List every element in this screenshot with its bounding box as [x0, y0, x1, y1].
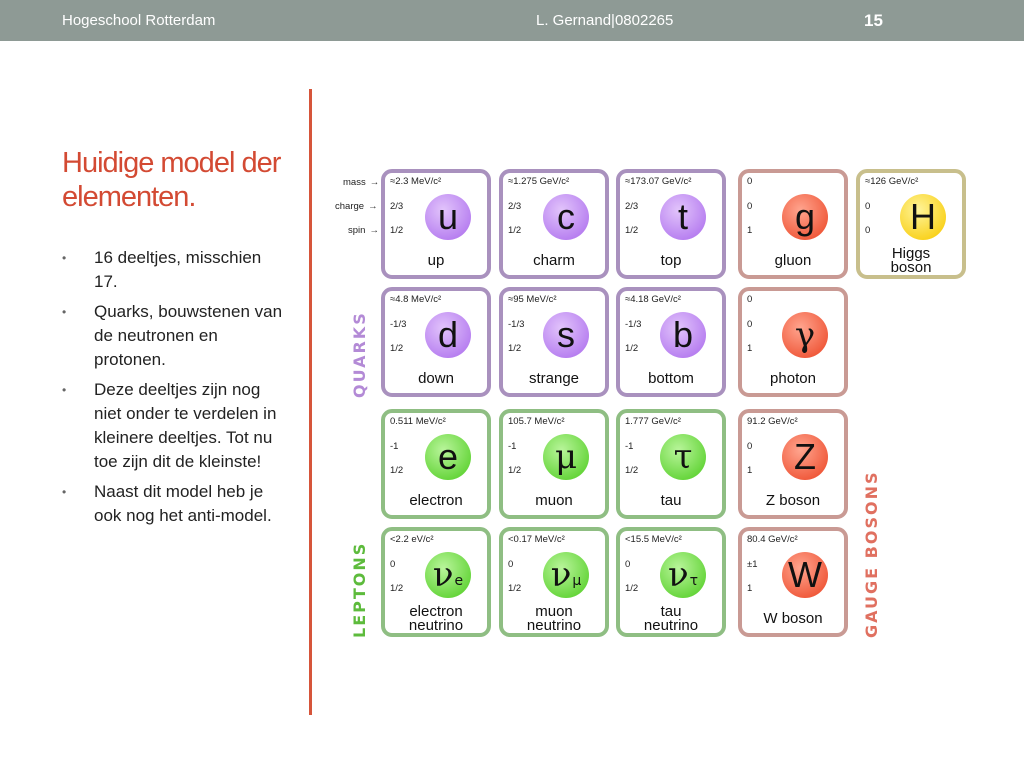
particle-card-down: ≈4.8 MeV/c² -1/3 1/2 d down [381, 287, 491, 397]
particle-card-photon: 0 0 1 γ photon [738, 287, 848, 397]
particle-card-up: ≈2.3 MeV/c² 2/3 1/2 u up [381, 169, 491, 279]
electron-symbol: e [425, 434, 471, 480]
bottom-quark-symbol: b [660, 312, 706, 358]
particle-card-tau-neutrino: <15.5 MeV/c² 0 1/2 ν τ tau neutrino [616, 527, 726, 637]
w-boson-symbol: W [782, 552, 828, 598]
z-boson-symbol: Z [782, 434, 828, 480]
particle-card-bottom: ≈4.18 GeV/c² -1/3 1/2 b bottom [616, 287, 726, 397]
muon-symbol: μ [543, 434, 589, 480]
gauge-bosons-label: GAUGE BOSONS [862, 470, 881, 638]
bullet-list [62, 246, 284, 534]
particle-card-strange: ≈95 MeV/c² -1/3 1/2 s strange [499, 287, 609, 397]
legend-charge: charge → [335, 201, 378, 212]
bullet-item: • Quarks, bouwstenen van de neutronen en protonen. [62, 302, 283, 369]
tau-neutrino-symbol: ν τ [660, 552, 706, 598]
photon-symbol: γ [782, 312, 828, 358]
header-bar [0, 0, 1024, 41]
down-quark-symbol: d [425, 312, 471, 358]
particle-card-electron-neutrino: <2.2 eV/c² 0 1/2 ν e electron neutrino [381, 527, 491, 637]
bullet-icon: • [62, 383, 67, 397]
particle-card-higgs: ≈126 GeV/c² 0 0 H Higgs boson [856, 169, 966, 279]
particle-card-w-boson: 80.4 GeV/c² ±1 1 W W boson [738, 527, 848, 637]
particle-card-tau: 1.777 GeV/c² -1 1/2 τ tau [616, 409, 726, 519]
strange-quark-symbol: s [543, 312, 589, 358]
up-quark-symbol: u [425, 194, 471, 240]
particle-card-z-boson: 91.2 GeV/c² 0 1 Z Z boson [738, 409, 848, 519]
bullet-icon: • [62, 485, 67, 499]
particle-card-charm: ≈1.275 GeV/c² 2/3 1/2 c charm [499, 169, 609, 279]
particle-card-electron: 0.511 MeV/c² -1 1/2 e electron [381, 409, 491, 519]
charm-quark-symbol: c [543, 194, 589, 240]
tau-symbol: τ [660, 434, 706, 480]
bullet-icon: • [62, 305, 67, 319]
bullet-item: • 16 deeltjes, misschien 17. [62, 248, 262, 291]
slide-title: Huidige model der elementen. [62, 147, 281, 213]
legend-spin: spin → [348, 225, 379, 236]
particle-card-muon-neutrino: <0.17 MeV/c² 0 1/2 ν μ muon neutrino [499, 527, 609, 637]
organization-name: Hogeschool Rotterdam [62, 12, 216, 29]
particle-card-top: ≈173.07 GeV/c² 2/3 1/2 t top [616, 169, 726, 279]
page-number: 15 [864, 11, 883, 30]
bullet-icon: • [62, 251, 67, 265]
author-name: L. Gernand|0802265 [536, 12, 674, 29]
leptons-label: LEPTONS [350, 541, 369, 638]
bullet-item: • Deze deeltjes zijn nog niet onder te verdelen in kleinere deeltjes. Tot nu toe zijn dit de kleinste! [62, 380, 277, 471]
bullet-item: • Naast dit model heb je ook nog het anti-model. [62, 482, 272, 525]
legend-mass: mass → [343, 177, 380, 188]
muon-neutrino-symbol: ν μ [543, 552, 589, 598]
quarks-label: QUARKS [350, 311, 369, 398]
divider-line [309, 89, 312, 715]
top-quark-symbol: t [660, 194, 706, 240]
gluon-symbol: g [782, 194, 828, 240]
higgs-boson-symbol: H [900, 194, 946, 240]
electron-neutrino-symbol: ν e [425, 552, 471, 598]
particle-card-muon: 105.7 MeV/c² -1 1/2 μ muon [499, 409, 609, 519]
particle-card-gluon: 0 0 1 g gluon [738, 169, 848, 279]
